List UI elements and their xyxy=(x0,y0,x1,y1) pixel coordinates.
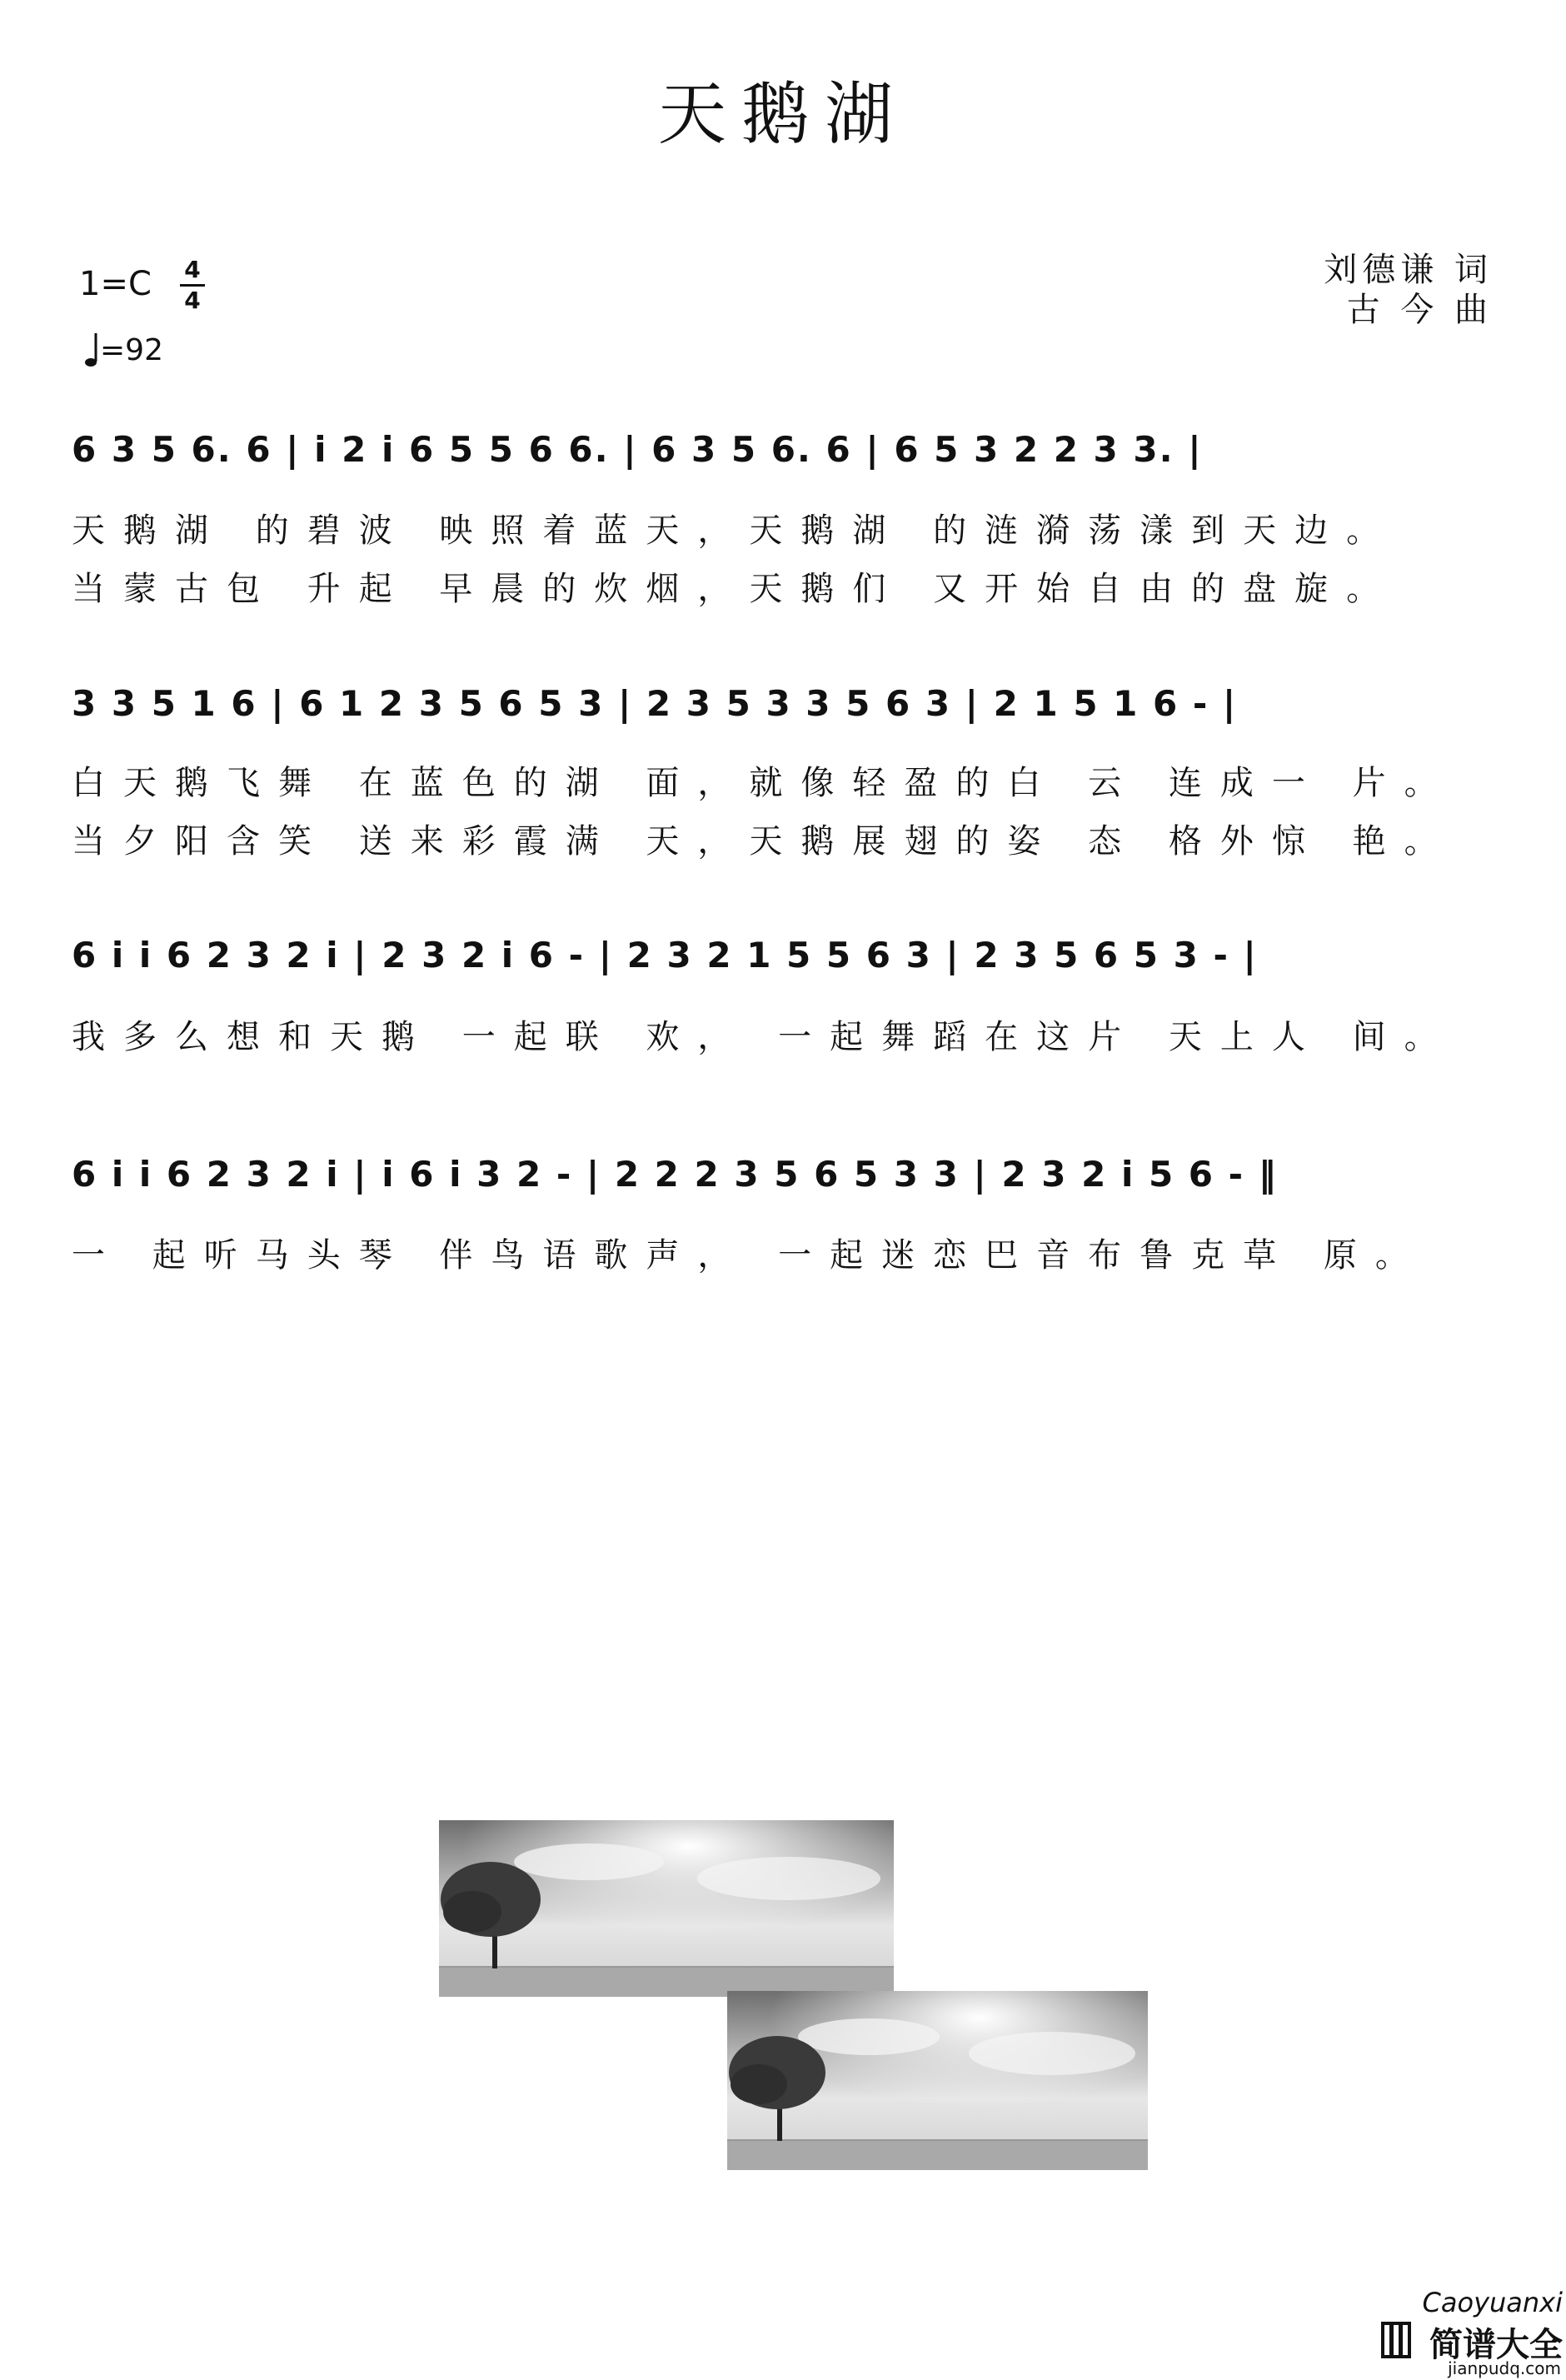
lyric-line-2b: 当夕阳含笑 送来彩霞满 天，天鹅展翅的姿 态 格外惊 艳。 xyxy=(72,822,1456,861)
quarter-note-icon xyxy=(83,332,100,368)
notation-line-3: 6 i i 6 2 3 2 i | 2 3 2 i 6 - | 2 3 2 1 5 5 6 3 | 2 3 5 6 5 3 - | xyxy=(72,935,1258,975)
key-signature: 1=C xyxy=(79,265,152,303)
notation-line-1: 6 3 5 6. 6 | i 2 i 6 5 5 6 6. | 6 3 5 6. 6 | 6 5 3 2 2 3 3. | xyxy=(72,429,1203,470)
lyric-line-2a: 白天鹅飞舞 在蓝色的湖 面，就像轻盈的白 云 连成一 片。 xyxy=(72,764,1456,802)
lyric-line-3: 我多么想和天鹅 一起联 欢， 一起舞蹈在这片 天上人 间。 xyxy=(72,1018,1456,1056)
notation-line-2: 3 3 5 1 6 | 6 1 2 3 5 6 5 3 | 2 3 5 3 3 5 6 3 | 2 1 5 1 6 - | xyxy=(72,683,1238,724)
lyric-line-4: 一 起听马头琴 伴鸟语歌声， 一起迷恋巴音布鲁克草 原。 xyxy=(72,1236,1427,1275)
notation-line-4: 6 i i 6 2 3 2 i | i 6 i 3 2 - | 2 2 2 3 5 6 5 3 3 | 2 3 2 i 5 6 - ‖ xyxy=(72,1154,1278,1195)
composer: 古 今 曲 xyxy=(1346,291,1493,329)
piano-keys-icon xyxy=(1381,2322,1411,2358)
time-signature: 4 4 xyxy=(180,257,205,314)
lyricist: 刘德谦 词 xyxy=(1324,251,1493,289)
tempo-marking: =92 xyxy=(83,332,163,368)
credits xyxy=(1324,250,1493,330)
landscape-photo-1 xyxy=(439,1820,894,1997)
site-watermark: Caoyuanxi 简谱大全 jianpudq.com xyxy=(1374,2272,1566,2380)
lyric-line-1b: 当蒙古包 升起 早晨的炊烟，天鹅们 又开始自由的盘旋。 xyxy=(72,570,1399,608)
lyric-line-1a: 天鹅湖 的碧波 映照着蓝天，天鹅湖 的涟漪荡漾到天边。 xyxy=(72,511,1399,550)
song-title: 天鹅湖 xyxy=(657,75,908,154)
landscape-photo-2 xyxy=(727,1991,1148,2170)
